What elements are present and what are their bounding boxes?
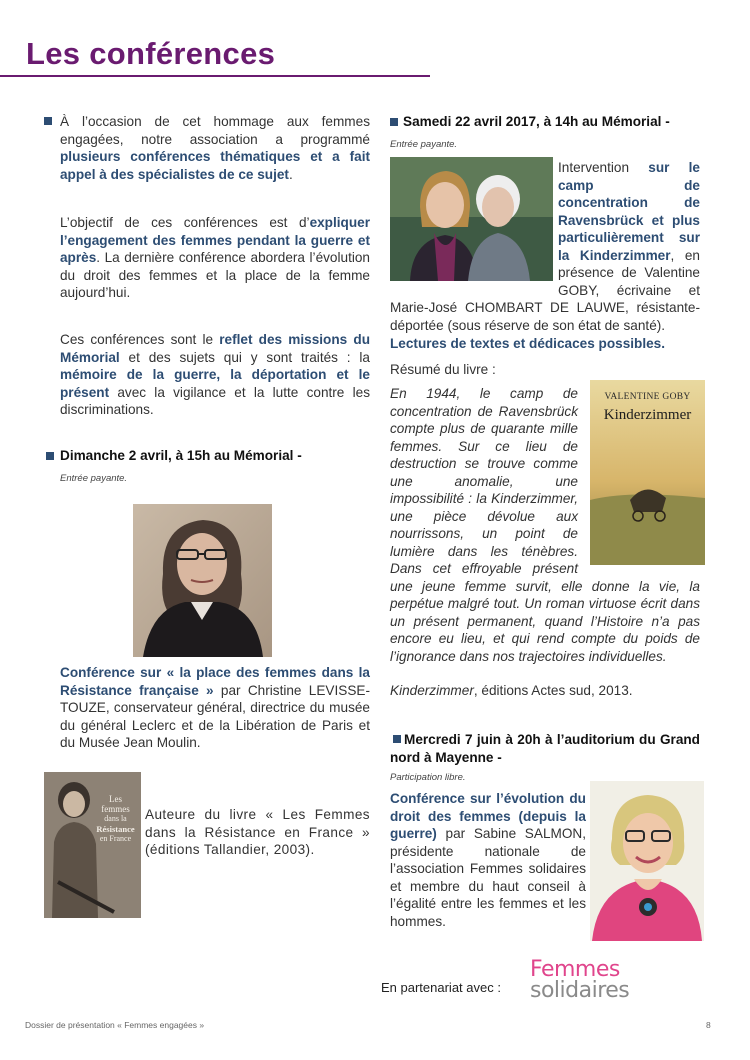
objective-paragraph: L’objectif de ces conférences est d’expliquer l’engagement des femmes pendant la guerre et après. La dernière conférence abordera l’évolution du droit des femmes et la place de la femme aujourd’hui. [60,215,370,300]
event1-desc-highlight: Conférence sur « la place des femmes dans la Résistance française » [60,665,370,698]
partner-logo [528,955,678,1005]
event3-entry: Participation libre. [390,772,466,783]
cover-title: Kinderzimmer [603,407,692,423]
event2-intro: Intervention sur le camp de concentration de Ravensbrück et plus particulièrement sur la Kinderzimmer, en présence de Valentine GOBY, écrivaine et Marie-José CHOMBART DE LAUWE, résistante-déportée (sous réserve de son état de santé). [390,160,700,333]
event1-heading: Dimanche 2 avril, à 15h au Mémorial - [60,448,302,463]
book-cover-title: Les [109,794,122,804]
book-cover-femmes-resistance: Les femmes dans la Résistance en France [44,772,141,918]
page-number: 8 [706,1020,711,1030]
event3-description: Conférence sur l’évolution du droit des femmes (depuis la guerre) par Sabine SALMON, présidente nationale de l’association Femmes solidaires et membre du haut conseil à l’égalité entre les femmes et les hommes. [390,791,586,929]
logo-line2: solidaires [530,978,630,1003]
logo-line1: Femmes [530,957,620,982]
event3-desc-highlight: Conférence sur l’évolution du droit des femmes (depuis la guerre) [390,791,586,841]
reflect-paragraph: Ces conférences sont le reflet des missions du Mémorial et des sujets qui y sont traités : la mémoire de la guerre, la déportation et le présent avec la vigilance et la lutte contre les discriminations. [60,332,370,417]
bullet-icon [390,118,398,126]
intro-highlight: plusieurs conférences thématiques et a fait appel à des spécialistes de ce sujet [60,149,370,182]
event2-readings: Lectures de textes et dédicaces possibles. [390,336,666,351]
speaker-photo-salmon [590,781,704,941]
event1-description: Conférence sur « la place des femmes dans la Résistance française » par Christine LEVISSE-TOUZE, conservateur général, directrice du musée du général Leclerc et de la Libération de Paris et du Musée Jean Moulin. [60,665,370,750]
event2-book-reference: Kinderzimmer, éditions Actes sud, 2013. [390,683,633,698]
page-title: Les conférences [26,36,276,71]
footer-text: Dossier de présentation « Femmes engagées » [25,1020,205,1030]
speaker-photo-levisse-touze [133,504,272,657]
intro-paragraph: À l’occasion de cet hommage aux femmes engagées, notre association a programmé plusieurs conférences thématiques et a fait appel à des spécialistes de ce sujet. [60,114,370,182]
event2-entry: Entrée payante. [390,139,458,150]
event1-entry: Entrée payante. [60,473,128,484]
event2-summary-label: Résumé du livre : [390,362,496,377]
event2-summary: En 1944, le camp de concentration de Ravensbrück compte plus de quarante mille femmes. Sur ce lieu de destruction se trouve comme une anomalie, une impossibilité : la Kinderzimmer, une pièce dévolue aux nourrissons, un point de lumière dans les ténèbres. Dans cet effroyable présent une jeune femme survit, elle donne la vie, la perpétue malgré tout. Un roman virtuose écrit dans un présent permanent, quand l’Histoire n’a pas encore eu lieu, et qui rend compte du poids de l’ignorance dans nos trajectoires individuelles. [390,386,700,664]
event2-intro-highlight: sur le camp de concentration de Ravensbrück et plus particulièrement sur la Kinderzimmer [558,160,700,263]
book-cover-kinderzimmer [590,380,705,565]
cover-author: VALENTINE GOBY [604,392,691,402]
objective-highlight: expliquer l’engagement des femmes pendant la guerre et après [60,215,370,265]
bullet-icon [46,452,54,460]
title-divider [0,75,430,77]
intro-text: À l’occasion de cet hommage aux femmes engagées, notre association a programmé [60,114,370,147]
event3-heading: Mercredi 7 juin à 20h à l’auditorium du Grand nord à Mayenne - [390,732,700,765]
event2-heading: Samedi 22 avril 2017, à 14h au Mémorial - [403,114,670,129]
bullet-icon [44,117,52,125]
book-author-note: Auteure du livre « Les Femmes dans la Résistance en France » (éditions Tallandier, 2003). [145,807,370,857]
partner-label: En partenariat avec : [381,980,501,995]
